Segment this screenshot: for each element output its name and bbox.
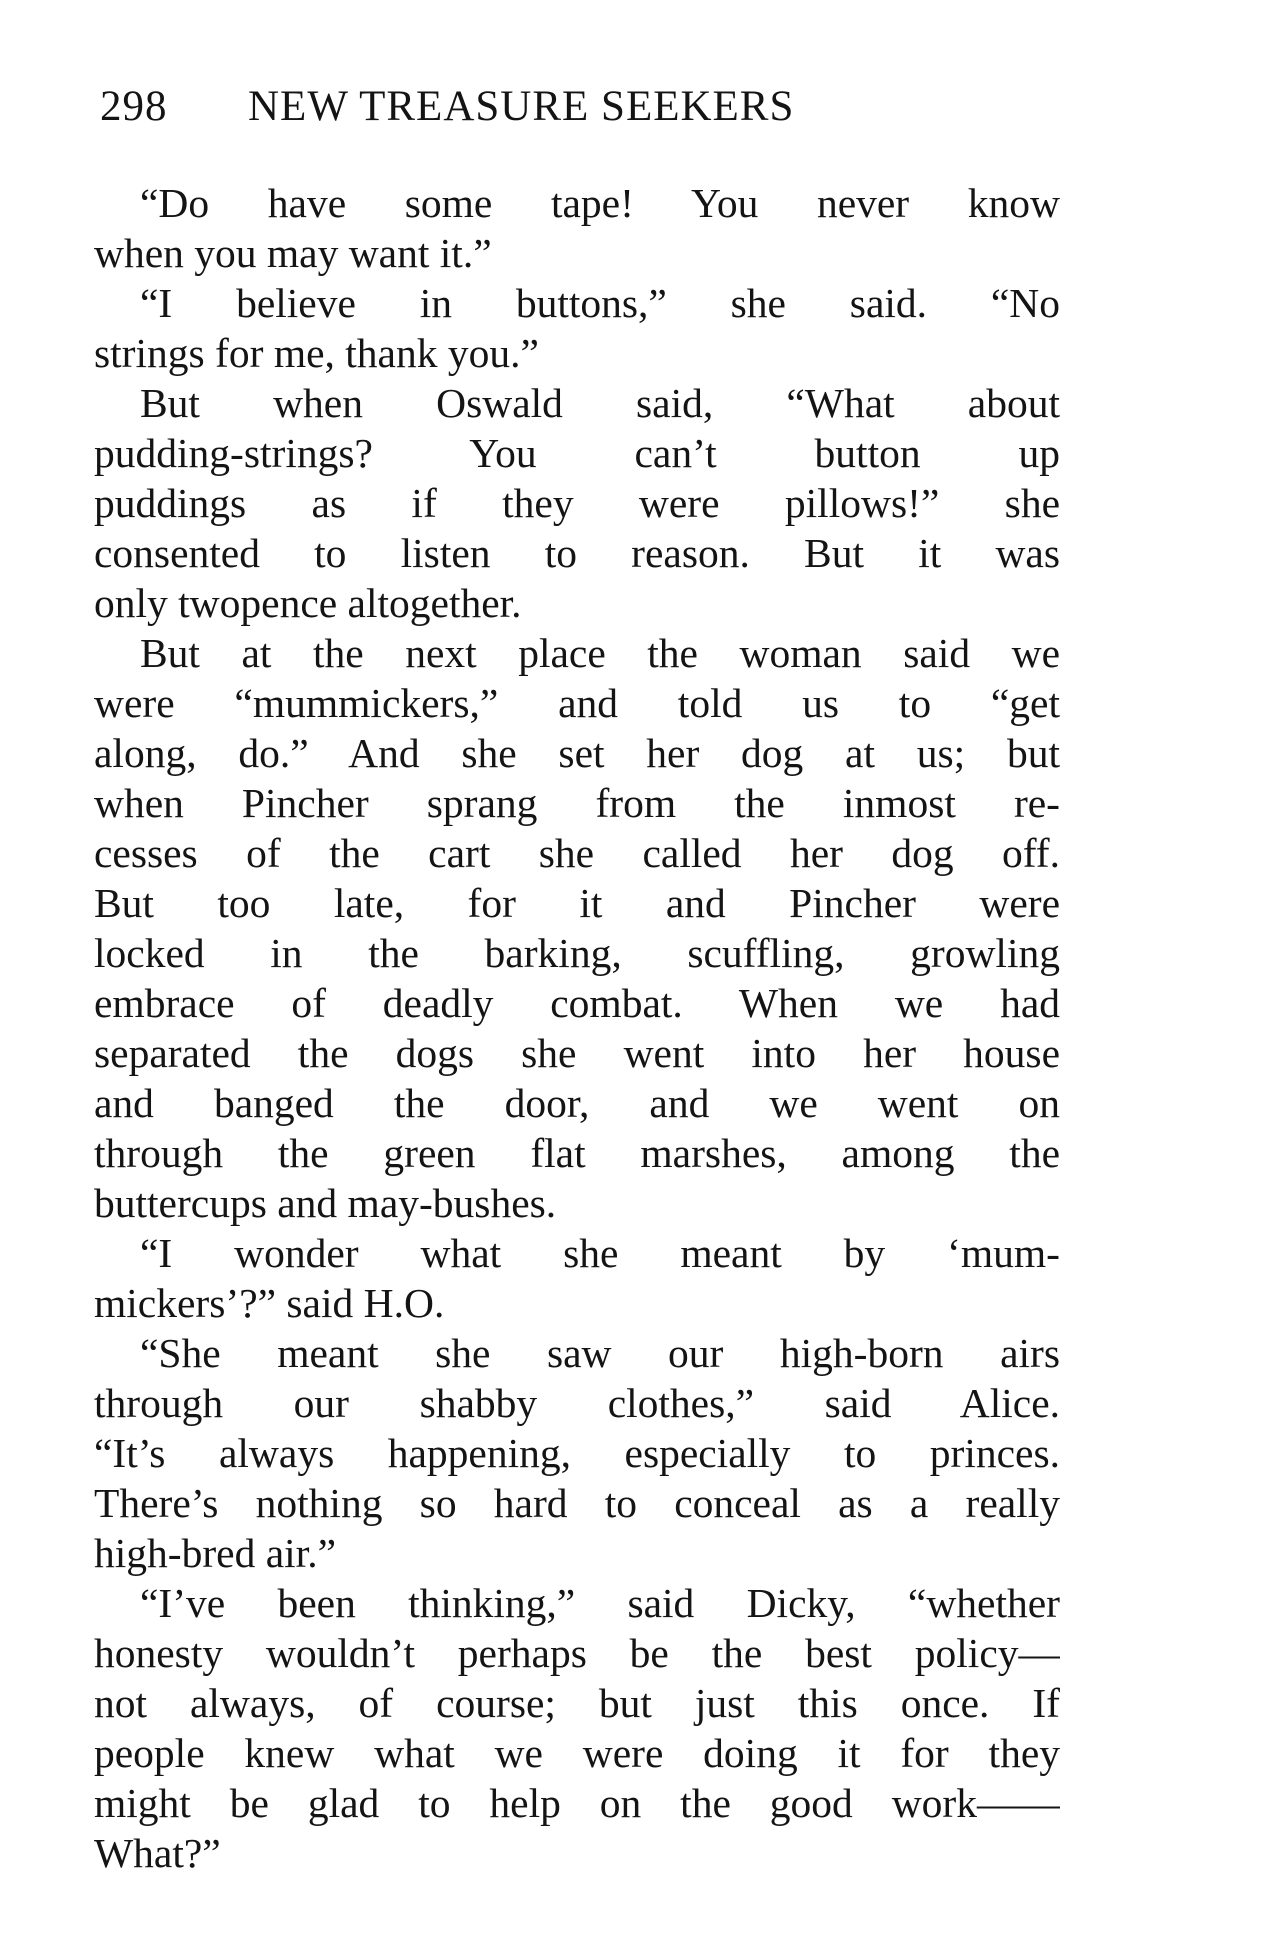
text-line: were “mummickers,” and told us to “get [94, 680, 1060, 726]
text-line: “Do have some tape! You never know [140, 180, 1060, 226]
text-line: and banged the door, and we went on [94, 1080, 1060, 1126]
paragraph [94, 1328, 1060, 1578]
paragraph [94, 628, 1060, 1228]
body-text [94, 178, 1060, 1878]
text-line: through the green flat marshes, among the [94, 1130, 1060, 1176]
text-line: buttercups and may-bushes. [94, 1180, 557, 1226]
text-line: strings for me, thank you.” [94, 330, 539, 376]
text-line: only twopence altogether. [94, 580, 522, 626]
text-line: cesses of the cart she called her dog off. [94, 830, 1060, 876]
paragraph [94, 378, 1060, 628]
text-line: consented to listen to reason. But it was [94, 530, 1060, 576]
text-line: But at the next place the woman said we [140, 630, 1060, 676]
text-line: honesty wouldn’t perhaps be the best policy— [94, 1630, 1060, 1676]
text-line: “It’s always happening, especially to princes. [94, 1430, 1060, 1476]
text-line: along, do.” And she set her dog at us; but [94, 730, 1060, 776]
book-page [94, 0, 1060, 1944]
text-line: when Pincher sprang from the inmost re- [94, 780, 1060, 826]
running-title: NEW TREASURE SEEKERS [248, 83, 795, 130]
text-line: locked in the barking, scuffling, growling [94, 930, 1060, 976]
paragraph [94, 278, 1060, 378]
paragraph [94, 178, 1060, 278]
text-line: might be glad to help on the good work—— [94, 1780, 1060, 1826]
page-number: 298 [100, 83, 168, 130]
text-line: separated the dogs she went into her house [94, 1030, 1060, 1076]
running-head [100, 82, 1060, 138]
text-line: But too late, for it and Pincher were [94, 880, 1060, 926]
text-line: But when Oswald said, “What about [140, 380, 1060, 426]
text-line: embrace of deadly combat. When we had [94, 980, 1060, 1026]
text-line: “I wonder what she meant by ‘mum- [140, 1230, 1060, 1276]
text-line: There’s nothing so hard to conceal as a really [94, 1480, 1060, 1526]
text-line: mickers’?” said H.O. [94, 1280, 445, 1326]
text-line: What?” [94, 1830, 221, 1876]
text-line: “I’ve been thinking,” said Dicky, “whether [140, 1580, 1060, 1626]
text-line: “I believe in buttons,” she said. “No [140, 280, 1060, 326]
text-line: puddings as if they were pillows!” she [94, 480, 1060, 526]
text-line: high-bred air.” [94, 1530, 336, 1576]
text-line: through our shabby clothes,” said Alice. [94, 1380, 1060, 1426]
text-line: people knew what we were doing it for they [94, 1730, 1060, 1776]
paragraph [94, 1228, 1060, 1328]
text-line: “She meant she saw our high-born airs [140, 1330, 1060, 1376]
text-line: not always, of course; but just this once. If [94, 1680, 1060, 1726]
text-line: when you may want it.” [94, 230, 492, 276]
text-line: pudding-strings? You can’t button up [94, 430, 1060, 476]
paragraph [94, 1578, 1060, 1878]
